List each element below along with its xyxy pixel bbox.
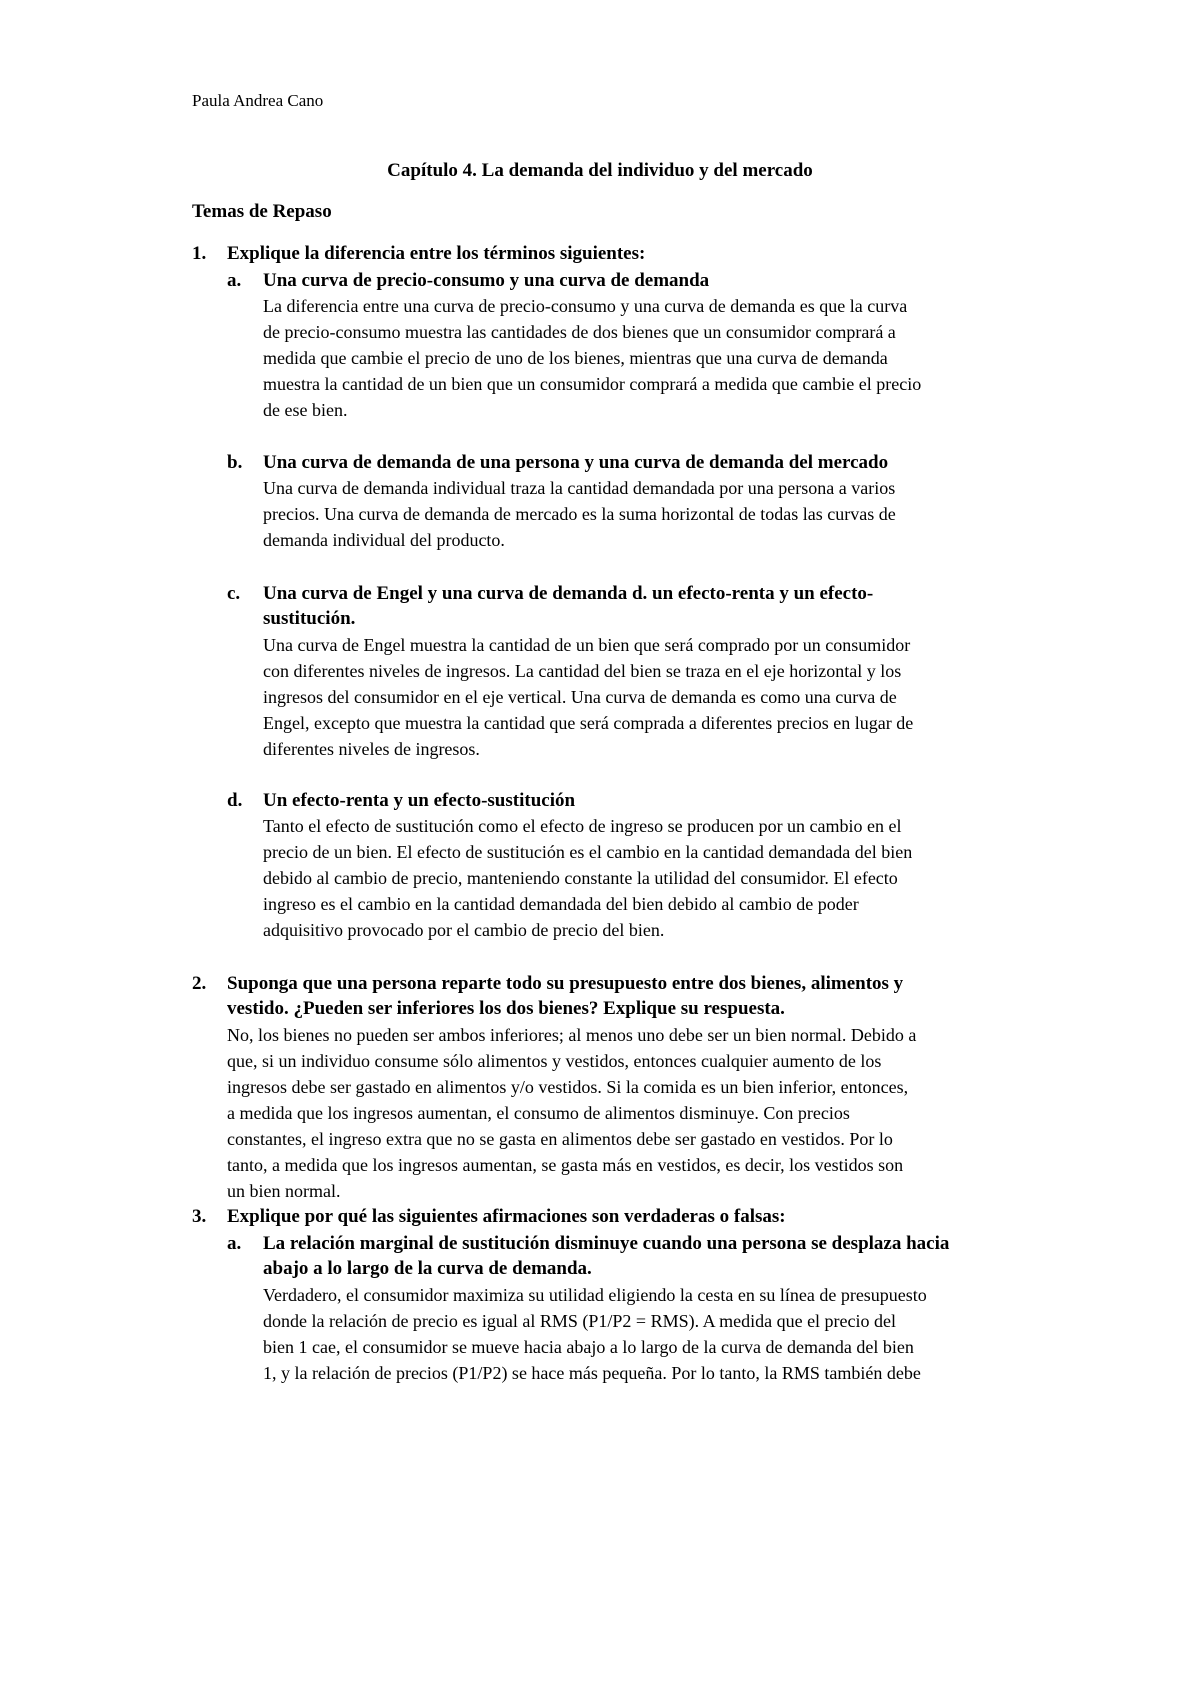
q3a-body-line: Verdadero, el consumidor maximiza su utilidad eligiendo la cesta en su línea de presupuesto <box>263 1285 927 1305</box>
q1c-body-line: diferentes niveles de ingresos. <box>263 739 480 759</box>
q1c-body-line: Engel, excepto que muestra la cantidad que será comprada a diferentes precios en lugar de <box>263 713 914 733</box>
q1b-body-line: Una curva de demanda individual traza la cantidad demandada por una persona a varios <box>263 478 896 498</box>
q1d-body-line: precio de un bien. El efecto de sustitución es el cambio en la cantidad demandada del bien <box>263 842 913 862</box>
q2-body-line: tanto, a medida que los ingresos aumentan, se gasta más en vestidos, es decir, los vestidos son <box>227 1155 904 1175</box>
q2-body-line: a medida que los ingresos aumentan, el consumo de alimentos disminuye. Con precios <box>227 1103 850 1123</box>
q1a-body-line: de precio-consumo muestra las cantidades de dos bienes que un consumidor comprará a <box>263 322 896 342</box>
q2-body-line: ingresos debe ser gastado en alimentos y/o vestidos. Si la comida es un bien inferior, entonces, <box>227 1077 909 1097</box>
q1c-body-line: con diferentes niveles de ingresos. La cantidad del bien se traza en el eje horizontal y los <box>263 661 902 681</box>
q1c-title: sustitución. <box>263 608 356 629</box>
q2-number: 2. <box>192 973 207 994</box>
q1d-body-line: Tanto el efecto de sustitución como el efecto de ingreso se producen por un cambio en el <box>263 816 902 836</box>
q2-body-line: un bien normal. <box>227 1181 341 1201</box>
q1b-body-line: demanda individual del producto. <box>263 530 505 550</box>
q1b-title: Una curva de demanda de una persona y una curva de demanda del mercado <box>263 452 889 473</box>
q1a-body-line: La diferencia entre una curva de precio-consumo y una curva de demanda es que la curva <box>263 296 908 316</box>
q2-body-line: No, los bienes no pueden ser ambos inferiores; al menos uno debe ser un bien normal. Debido a <box>227 1025 917 1045</box>
q3-heading: Explique por qué las siguientes afirmaciones son verdaderas o falsas: <box>227 1206 786 1227</box>
q1c-title: Una curva de Engel y una curva de demanda d. un efecto-renta y un efecto- <box>263 583 874 604</box>
q1c-body-line: Una curva de Engel muestra la cantidad de un bien que será comprado por un consumidor <box>263 635 911 655</box>
q2-heading: Suponga que una persona reparte todo su presupuesto entre dos bienes, alimentos y <box>227 973 904 994</box>
q3-number: 3. <box>192 1206 207 1227</box>
q1-number: 1. <box>192 243 207 264</box>
q1d-title: Un efecto-renta y un efecto-sustitución <box>263 790 576 811</box>
q1b-body-line: precios. Una curva de demanda de mercado es la suma horizontal de todas las curvas de <box>263 504 896 524</box>
section-title: Temas de Repaso <box>192 201 332 222</box>
q1a-body-line: muestra la cantidad de un bien que un consumidor comprará a medida que cambie el precio <box>263 374 922 394</box>
q2-heading: vestido. ¿Pueden ser inferiores los dos bienes? Explique su respuesta. <box>227 998 785 1019</box>
q1a-letter: a. <box>227 270 242 291</box>
chapter-title: Capítulo 4. La demanda del individuo y del mercado <box>387 160 813 181</box>
q2-body-line: que, si un individuo consume sólo alimentos y vestidos, entonces cualquier aumento de los <box>227 1051 882 1071</box>
q1-heading: Explique la diferencia entre los términos siguientes: <box>227 243 646 264</box>
q1a-body-line: de ese bien. <box>263 400 348 420</box>
q1b-letter: b. <box>227 452 243 473</box>
q1a-body-line: medida que cambie el precio de uno de los bienes, mientras que una curva de demanda <box>263 348 888 368</box>
q1d-body-line: adquisitivo provocado por el cambio de precio del bien. <box>263 920 665 940</box>
q1d-body-line: ingreso es el cambio en la cantidad demandada del bien debido al cambio de poder <box>263 894 859 914</box>
q3a-letter: a. <box>227 1233 242 1254</box>
q2-body-line: constantes, el ingreso extra que no se gasta en alimentos debe ser gastado en vestidos. Por lo <box>227 1129 893 1149</box>
q1c-body-line: ingresos del consumidor en el eje vertical. Una curva de demanda es como una curva de <box>263 687 897 707</box>
q1a-title: Una curva de precio-consumo y una curva de demanda <box>263 270 710 291</box>
q1d-letter: d. <box>227 790 243 811</box>
q3a-title: abajo a lo largo de la curva de demanda. <box>263 1258 592 1279</box>
q1c-letter: c. <box>227 583 241 604</box>
author-name: Paula Andrea Cano <box>192 91 324 110</box>
q1d-body-line: debido al cambio de precio, manteniendo constante la utilidad del consumidor. El efecto <box>263 868 898 888</box>
q3a-body-line: 1, y la relación de precios (P1/P2) se hace más pequeña. Por lo tanto, la RMS también debe <box>263 1363 921 1383</box>
q3a-title: La relación marginal de sustitución disminuye cuando una persona se desplaza hacia <box>263 1233 950 1254</box>
q3a-body-line: donde la relación de precio es igual al RMS (P1/P2 = RMS). A medida que el precio del <box>263 1311 897 1331</box>
q3a-body-line: bien 1 cae, el consumidor se mueve hacia abajo a lo largo de la curva de demanda del bien <box>263 1337 914 1357</box>
